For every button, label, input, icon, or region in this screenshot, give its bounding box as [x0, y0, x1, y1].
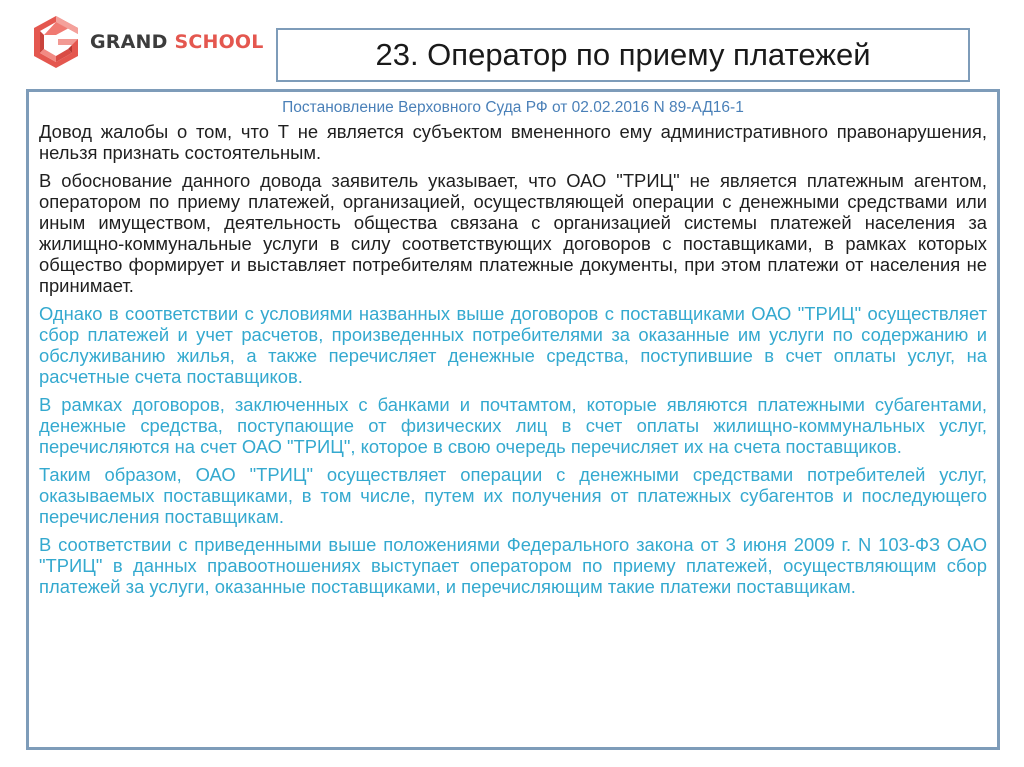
paragraph-3: Однако в соответствии с условиями названных выше договоров с поставщиками ОАО "ТРИЦ" осуществляет сбор платежей и учет расчетов, произведенных потребителями за оказанные им услуги по содержанию и обслуживанию жилья, а также перечисляет денежные средства, поступившие в счет оплаты услуг, на расчетные счета поставщиков. [39, 303, 987, 387]
resolution-reference: Постановление Верховного Суда РФ от 02.02.2016 N 89-АД16-1 [282, 99, 744, 116]
paragraph-6: В соответствии с приведенными выше положениями Федерального закона от 3 июня 2009 г. N 103-ФЗ ОАО "ТРИЦ" в данных правоотношениях выступает оператором по приему платежей, осуществляющим сбор платежей за услуги, оказанные поставщиками, и перечисляющим такие платежи поставщикам. [39, 534, 987, 597]
slide-title: 23. Оператор по приему платежей [375, 37, 871, 72]
paragraph-5: Таким образом, ОАО "ТРИЦ" осуществляет операции с денежными средствами потребителей услуг, оказываемых поставщиками, в том числе, путем их получения от платежных субагентов и последующего перечисления поставщикам. [39, 464, 987, 527]
paragraph-2: В обоснование данного довода заявитель указывает, что ОАО "ТРИЦ" не является платежным агентом, оператором по приему платежей, организацией, осуществляющей операции с денежными средствами или иным имуществом, деятельность общества связана с организацией системы платежей населения за жилищно-коммунальные услуги в силу соответствующих договоров с поставщиками, в рамках которых общество формирует и выставляет потребителям платежные документы, при этом платежи от населения не принимает. [39, 170, 987, 296]
logo-school: SCHOOL [174, 31, 264, 53]
logo-grand: GRAND [90, 31, 168, 53]
paragraph-1: Довод жалобы о том, что Т не является субъектом вмененного ему административного правонарушения, нельзя признать состоятельным. [39, 121, 987, 163]
grand-school-logo [28, 12, 264, 72]
title-box [276, 28, 970, 82]
logo-text [90, 31, 264, 53]
hexagon-g-logo-icon [28, 14, 84, 70]
content-box [26, 89, 1000, 750]
paragraph-4: В рамках договоров, заключенных с банками и почтамтом, которые являются платежными субагентами, денежные средства, поступающие от физических лиц в счет оплаты жилищно-коммунальных услуг, перечисляются на счет ОАО "ТРИЦ", которое в свою очередь перечисляет их на счета поставщиков. [39, 394, 987, 457]
